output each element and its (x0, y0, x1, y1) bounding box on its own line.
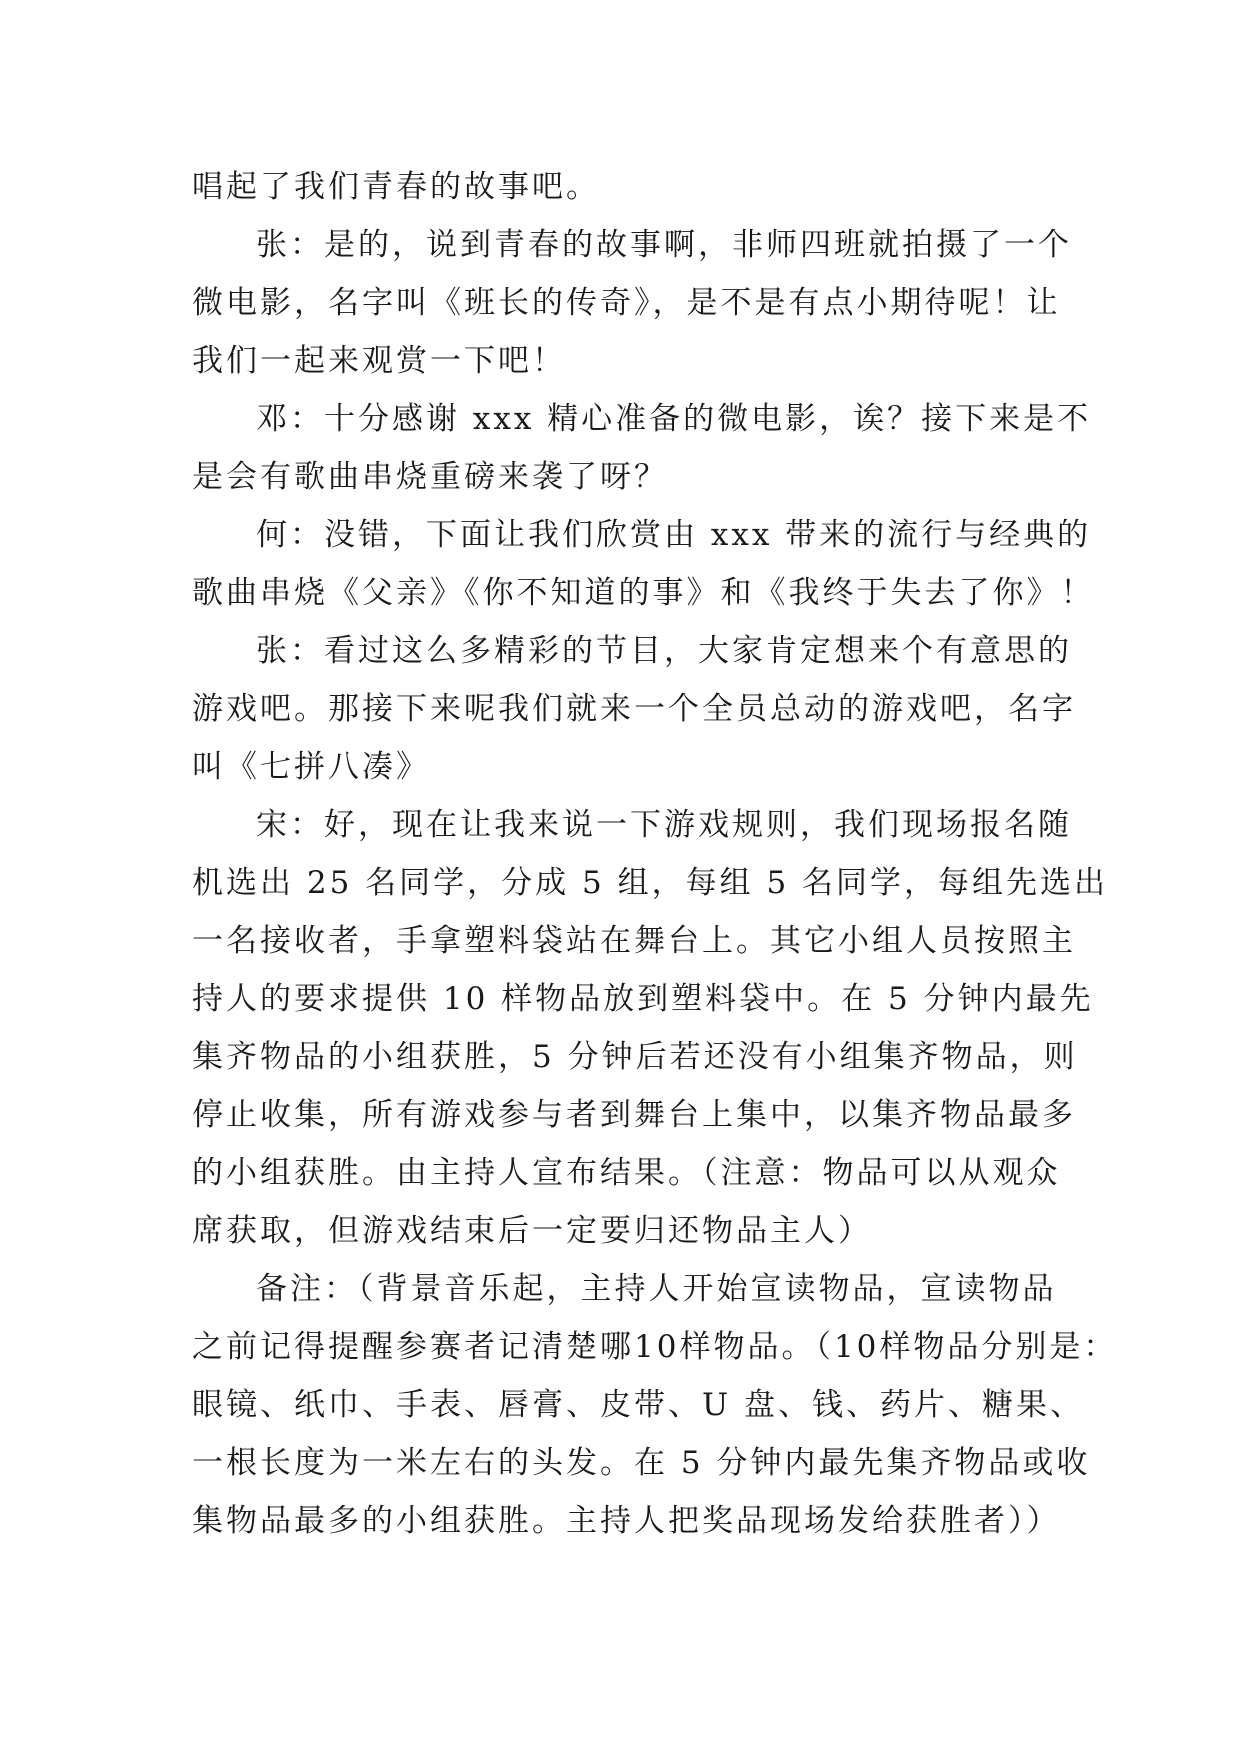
text-line: 集物品最多的小组获胜。主持人把奖品现场发给获胜者）） (192, 1503, 1061, 1539)
text-line: 持人的要求提供 10 样物品放到塑料袋中。在 5 分钟内最先 (192, 981, 1094, 1017)
text-line: 微电影，名字叫《班长的传奇》，是不是有点小期待呢！让 (192, 285, 1061, 321)
text-line: 席获取，但游戏结束后一定要归还物品主人） (192, 1213, 872, 1249)
text-line: 之前记得提醒参赛者记清楚哪10样物品。（10样物品分别是： (192, 1329, 1118, 1365)
text-line: 叫《七拼八凑》 (192, 749, 430, 785)
text-line: 一名接收者，手拿塑料袋站在舞台上。其它小组人员按照主 (192, 923, 1076, 959)
text-line: 集齐物品的小组获胜，5 分钟后若还没有小组集齐物品，则 (192, 1039, 1078, 1075)
text-line: 机选出 25 名同学，分成 5 组，每组 5 名同学，每组先选出 (192, 865, 1109, 901)
text-line: 我们一起来观赏一下吧！ (192, 343, 566, 379)
text-line: 张：看过这么多精彩的节目，大家肯定想来个有意思的 (256, 633, 1072, 669)
text-line: 的小组获胜。由主持人宣布结果。（注意：物品可以从观众 (192, 1155, 1061, 1191)
text-line: 一根长度为一米左右的头发。在 5 分钟内最先集齐物品或收 (192, 1445, 1091, 1481)
text-line: 何：没错，下面让我们欣赏由 xxx 带来的流行与经典的 (256, 517, 1092, 553)
text-line: 张：是的，说到青春的故事啊，非师四班就拍摄了一个 (256, 227, 1072, 263)
text-line: 歌曲串烧《父亲》《你不知道的事》和《我终于失去了你》！ (192, 575, 1095, 611)
text-line: 备注：（背景音乐起，主持人开始宣读物品，宣读物品 (256, 1271, 1057, 1307)
text-line: 唱起了我们青春的故事吧。 (192, 169, 600, 205)
text-line: 眼镜、纸巾、手表、唇膏、皮带、U 盘、钱、药片、糖果、 (192, 1387, 1084, 1423)
text-line: 邓：十分感谢 xxx 精心准备的微电影，诶？接下来是不 (256, 401, 1092, 437)
text-line: 游戏吧。那接下来呢我们就来一个全员总动的游戏吧，名字 (192, 691, 1076, 727)
text-line: 是会有歌曲串烧重磅来袭了呀？ (192, 459, 668, 495)
text-line: 宋：好，现在让我来说一下游戏规则，我们现场报名随 (256, 807, 1072, 843)
document-body (192, 158, 1118, 1550)
text-line: 停止收集，所有游戏参与者到舞台上集中，以集齐物品最多 (192, 1097, 1076, 1133)
